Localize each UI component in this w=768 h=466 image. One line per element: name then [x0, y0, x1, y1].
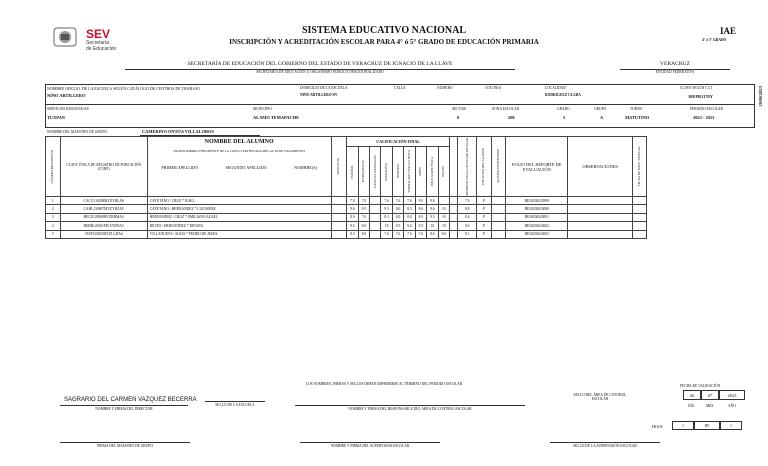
- grade-cell: [370, 197, 381, 205]
- grade-cell: 10: [427, 222, 438, 230]
- table-row: [46, 205, 756, 213]
- school-seal-label: SELLO DE LA ESCUELA: [205, 401, 265, 407]
- day-label: DÍA: [688, 404, 695, 408]
- grade-cell: [370, 205, 381, 213]
- student-name: VILLANUEVA / SOLIS * PEDRO DE JESUS: [147, 230, 331, 238]
- municipality-value: ALAMO TEMAPACHE: [253, 115, 300, 120]
- grade-cell: 9.0: [358, 222, 369, 230]
- year-label: AÑO: [728, 404, 736, 408]
- director-caption: NOMBRE Y FIRMA DEL DIRECTOR: [95, 407, 153, 411]
- col-curp: CLAVE ÚNICA DE REGISTRO DE POBLACIÓN (CURP): [60, 137, 147, 197]
- grade-cell: 7.6: [392, 197, 403, 205]
- logo-brand: SEV: [86, 27, 111, 41]
- student-name: CAYETANO / HERNANDEZ * LUZ IRENE: [147, 205, 331, 213]
- grade-cell: 8.0: [347, 213, 358, 221]
- school-name: NIÑO ARTILLERO: [47, 93, 86, 98]
- sector-label: SECTOR: [452, 107, 466, 111]
- month-label: MES: [706, 404, 714, 408]
- cct-value: 30EPR1170Y: [688, 94, 713, 99]
- second-surname-label: SEGUNDO APELLIDO: [225, 164, 267, 170]
- page-title: SISTEMA EDUCATIVO NACIONAL: [301, 25, 467, 36]
- grade-cell: 9.6: [427, 205, 438, 213]
- report-folio: BE30230023001: [506, 213, 568, 221]
- state-name: VERACRUZ: [659, 61, 691, 67]
- row-number: 2: [46, 205, 61, 213]
- validation-month: 07: [701, 390, 719, 400]
- student-sex: [331, 213, 347, 221]
- period-label: PERIODO ESCOLAR: [690, 107, 723, 111]
- table-row: [46, 230, 756, 238]
- subject-6: ARTES: [415, 147, 426, 197]
- grade-cell: 8.5: [404, 205, 415, 213]
- regional-label: SERVICIOS REGIONALES: [47, 107, 89, 111]
- grade-cell: 10: [438, 205, 450, 213]
- grade-cell: [370, 213, 381, 221]
- student-name-header: NOMBRE DEL ALUMNO: [147, 137, 331, 147]
- student-status: P: [477, 230, 492, 238]
- grade-cell: 7.0: [347, 197, 358, 205]
- student-sex: [331, 230, 347, 238]
- first-surname-label: PRIMER APELLIDO: [161, 164, 199, 170]
- grade-cell: 10: [381, 222, 392, 230]
- grades-header: CALIFICACIÓN FINAL: [347, 137, 450, 147]
- special-cell: [632, 213, 647, 221]
- cct-label: CLAVE SEGÚN CCT: [680, 86, 713, 90]
- blank-cell: [450, 222, 458, 230]
- grade-cell: 8.6: [415, 205, 426, 213]
- student-status: P: [477, 213, 492, 221]
- final-average: 8.1: [458, 230, 477, 238]
- student-name: HERNANDEZ / CRUZ * EMILIANO AZAEL: [147, 213, 331, 221]
- grade-cell: 7.6: [392, 230, 403, 238]
- supervisor-signature-caption: NOMBRE Y FIRMA DEL SUPERVISOR ESCOLAR: [330, 444, 410, 448]
- given-names-label: NOMBRE(S): [293, 164, 317, 170]
- row-number: 3: [46, 213, 61, 221]
- special-cell: [632, 205, 647, 213]
- student-name: REYES / HERNANDEZ * RENATA: [147, 222, 331, 230]
- final-average: 7.9: [458, 197, 477, 205]
- side-date: 29/08/2023: [758, 86, 763, 107]
- control-caption: NOMBRE Y FIRMA DEL RESPONSABLE DEL ÁREA DE CONTROL ESCOLAR: [348, 407, 472, 411]
- student-curp: HECE120908HVZRRMA4: [60, 213, 147, 221]
- grade-cell: 8.8: [358, 230, 369, 238]
- col-blank: [450, 137, 458, 197]
- col-observations: OBSERVACIONES: [568, 137, 632, 197]
- col-avg: PROMEDIO FINAL DE GRADO ESCOLAR: [458, 137, 477, 197]
- blank-cell: [450, 230, 458, 238]
- subject-0: ESPAÑOL: [347, 147, 358, 197]
- students-table: [45, 136, 755, 239]
- grade-cell: 7.6: [381, 230, 392, 238]
- subject-2: CIENCIAS NATURALES: [370, 147, 381, 197]
- grade-cell: 9.3: [381, 205, 392, 213]
- student-sex: [331, 222, 347, 230]
- sheet-total: 1: [720, 421, 742, 430]
- director-name: SAGRARIO DEL CARMEN VAZQUEZ BECERRA: [64, 397, 197, 403]
- special-cell: [632, 197, 647, 205]
- student-curp: VISP120825MVZLLDA6: [60, 230, 147, 238]
- grade-cell: 9.5: [347, 222, 358, 230]
- subject-1: MATEMÁTICAS: [358, 147, 369, 197]
- grade-cell: 7.6: [381, 197, 392, 205]
- col-sex: SEXO (H/M): [331, 137, 347, 197]
- col-number: NÚMERO PROGRESIVO: [46, 137, 61, 197]
- group-label: GRUPO: [594, 107, 607, 111]
- col-status: SITUACIÓN DEL ALUMNO: [477, 137, 492, 197]
- student-sex: [331, 205, 347, 213]
- grade-cell: 8.0: [404, 213, 415, 221]
- report-folio: BE30230023000: [506, 205, 568, 213]
- grade-cell: 9.6: [347, 205, 358, 213]
- final-average: 9.6: [458, 222, 477, 230]
- zone-value: 208: [508, 115, 515, 120]
- teacher-label: NOMBRE DEL MAESTRO DE GRUPO: [47, 130, 107, 134]
- school-name-label: NOMBRE OFICIAL DE LA ESCUELA SEGÚN CATÁLOGO DE CENTROS DE TRABAJO: [47, 86, 200, 91]
- row-number: 4: [46, 222, 61, 230]
- logo-sub2: de Educación: [86, 46, 117, 52]
- grade-cell: 9.5: [358, 205, 369, 213]
- foreign-cell: [491, 230, 506, 238]
- final-average: 8.4: [458, 213, 477, 221]
- special-cell: [632, 222, 647, 230]
- grade-cell: 7.6: [404, 197, 415, 205]
- shift-label: TURNO: [630, 107, 643, 111]
- grade-cell: 7.6: [415, 230, 426, 238]
- grade-cell: 7.6: [358, 213, 369, 221]
- street-label: CALLE: [394, 86, 406, 90]
- report-folio: BE30230023002: [506, 222, 568, 230]
- grade-cell: 9.6: [438, 230, 450, 238]
- grade-cell: 8.6: [392, 205, 403, 213]
- table-row: [46, 197, 756, 205]
- teacher-name: CAMERINO ONTOA VILLALOBOS: [142, 129, 214, 134]
- grade-cell: 10: [438, 222, 450, 230]
- blank-cell: [450, 213, 458, 221]
- number-label: NÚMERO: [437, 86, 453, 90]
- row-number: 1: [46, 197, 61, 205]
- foreign-cell: [491, 213, 506, 221]
- foreign-cell: [491, 222, 506, 230]
- student-curp: CAHL130907MVZYRZA5: [60, 205, 147, 213]
- row-number: 5: [46, 230, 61, 238]
- grade-cell: 8.3: [381, 213, 392, 221]
- transcribe-note: TRANSCRIBIRLO FIELMENTE DE LA COPIA CERTIFICADA DEL ACTA DE NACIMIENTO: [173, 148, 305, 153]
- grade-cell: 9.6: [427, 197, 438, 205]
- grade-cell: 8.5: [347, 230, 358, 238]
- grade-label: GRADO: [557, 107, 570, 111]
- grade-cell: [370, 222, 381, 230]
- observations-cell: [568, 230, 632, 238]
- sheet-of: DE: [694, 421, 720, 430]
- grade-cell: 10: [438, 213, 450, 221]
- grade-cell: 8.0: [392, 213, 403, 221]
- secretariat-caption: SECRETARÍA DE EDUCACIÓN U ORGANISMO PÚBLICO DESCENTRALIZADO: [256, 70, 384, 74]
- validation-year: 2023: [719, 390, 745, 400]
- validation-day: 26: [683, 390, 701, 400]
- footer-notice: LOS NOMBRES, FIRMAS Y SELLOS DEBEN IMPRIMIRSE AL TÉRMINO DEL PERIODO ESCOLAR: [305, 382, 463, 386]
- period-value: 2022 - 2023: [693, 115, 715, 120]
- grade-cell: 7.0: [358, 197, 369, 205]
- validation-label: FECHA DE VALIDACIÓN: [680, 384, 721, 388]
- colony-label: COLONIA: [485, 86, 502, 90]
- report-folio: BE30230023003: [506, 230, 568, 238]
- student-curp: CACU110208MVZYRLA6: [60, 197, 147, 205]
- student-sex: [331, 197, 347, 205]
- grade-cell: 9.6: [404, 222, 415, 230]
- municipality-label: MUNICIPIO: [253, 107, 272, 111]
- subject-8: INGLÉS: [438, 147, 450, 197]
- page-subtitle: INSCRIPCIÓN Y ACREDITACIÓN ESCOLAR PARA 4° ó 5° GRADO DE EDUCACIÓN PRIMARIA: [229, 38, 539, 46]
- foreign-cell: [491, 205, 506, 213]
- col-special: FECHA DE EDUC. ESPECIAL: [632, 137, 647, 197]
- special-cell: [632, 230, 647, 238]
- observations-cell: [568, 222, 632, 230]
- grade-cell: [438, 197, 450, 205]
- sector-value: 0: [457, 115, 460, 120]
- student-status: P: [477, 222, 492, 230]
- grade-cell: 9.0: [415, 197, 426, 205]
- supervision-seal-caption: SELLO DE LA SUPERVISIÓN ESCOLAR: [573, 444, 637, 448]
- subject-5: FORMACIÓN CÍVICA Y ÉTICA: [404, 147, 415, 197]
- student-status: P: [477, 197, 492, 205]
- col-folio: FOLIO DEL REPORTE DE EVALUACIÓN: [506, 137, 568, 197]
- locality: RODRIGUEZ CLARA: [545, 93, 581, 97]
- form-code: IAE: [720, 26, 737, 36]
- state-caption: ENTIDAD FEDERATIVA: [655, 70, 695, 74]
- grade-cell: 7.6: [404, 230, 415, 238]
- control-seal-label: SELLO DEL ÁREA DE CONTROL ESCOLAR: [573, 393, 627, 401]
- subject-3: GEOGRAFÍA: [381, 147, 392, 197]
- address-label: DOMICILIO DE LA ESCUELA: [300, 86, 348, 90]
- group-value: A: [600, 115, 604, 120]
- blank-cell: [450, 197, 458, 205]
- grade-cell: 8.6: [427, 230, 438, 238]
- grade-cell: 9.5: [427, 213, 438, 221]
- sheet-number: 1: [672, 421, 694, 430]
- student-curp: REHR120301MVZYRNA3: [60, 222, 147, 230]
- blank-cell: [450, 205, 458, 213]
- grade-cell: [370, 230, 381, 238]
- table-row: [46, 213, 756, 221]
- table-row: [46, 222, 756, 230]
- foreign-cell: [491, 197, 506, 205]
- col-foreign: ALUMNO EXTRANJERO: [491, 137, 506, 197]
- final-average: 8.8: [458, 205, 477, 213]
- form-code-sub: 4° ó 5° GRADO: [702, 38, 727, 42]
- regional-value: TUXPAN: [47, 115, 65, 120]
- zone-label: ZONA ESCOLAR: [492, 107, 520, 111]
- observations-cell: [568, 213, 632, 221]
- grade-cell: 8.5: [415, 213, 426, 221]
- shift-value: MATUTINO: [625, 115, 650, 120]
- school-address: NIÑO ARTILLERO SN: [300, 93, 338, 97]
- grade-cell: 9.5: [392, 222, 403, 230]
- sheet-label: HOJA: [652, 424, 663, 429]
- observations-cell: [568, 197, 632, 205]
- teacher-signature-caption: FIRMA DEL MAESTRO DE GRUPO: [97, 444, 153, 448]
- grade-cell: 9.5: [415, 222, 426, 230]
- report-folio: BE30230023999: [506, 197, 568, 205]
- subject-4: HISTORIA: [392, 147, 403, 197]
- student-status: P: [477, 205, 492, 213]
- secretariat-name: SECRETARÍA DE EDUCACIÓN DEL GOBIERNO DEL ESTADO DE VERACRUZ DE IGNACIO DE LA LLAVE: [187, 61, 453, 67]
- logo-sub1: Secretaría: [86, 40, 110, 46]
- observations-cell: [568, 205, 632, 213]
- grade-value: 5: [563, 115, 566, 120]
- student-name: CAYETANO / CRUZ * ILSEL: [147, 197, 331, 205]
- subject-7: EDUCACIÓN FÍSICA: [427, 147, 438, 197]
- locality-label: LOCALIDAD: [545, 86, 566, 90]
